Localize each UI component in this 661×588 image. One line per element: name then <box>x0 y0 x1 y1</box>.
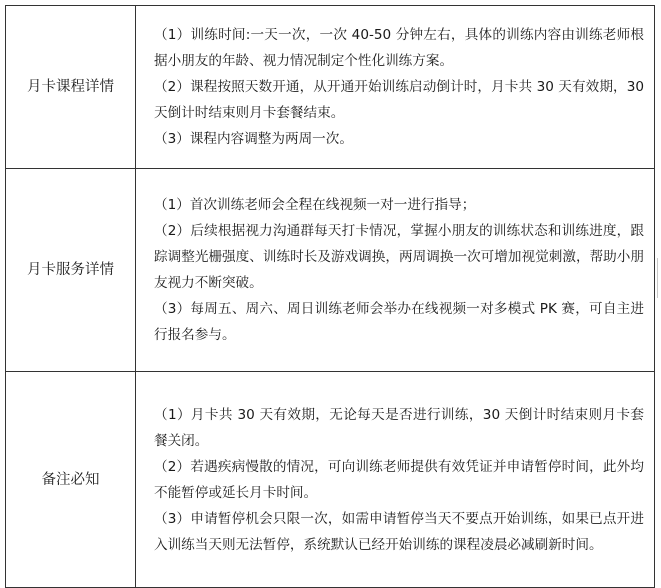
row-label-course-details: 月卡课程详情 <box>6 6 136 169</box>
table-row-notes <box>6 372 655 588</box>
monthly-card-info-table <box>5 5 655 588</box>
service-item-3: （3）每周五、周六、周日训练老师会举办在线视频一对多模式 PK 赛，可自主进行报名参与。 <box>154 301 644 343</box>
service-item-2: （2）后续根据视力沟通群每天打卡情况，掌握小朋友的训练状态和训练进度，跟踪调整光栅强度、训练时长及游戏调换，两周调换一次可增加视觉刺激，帮助小朋友视力不断突破。 <box>154 223 644 291</box>
course-item-3: （3）课程内容调整为两周一次。 <box>154 131 353 147</box>
note-item-1: （1）月卡共 30 天有效期，无论每天是否进行训练，30 天倒计时结束则月卡套餐关闭。 <box>154 406 644 449</box>
page-edge-mark <box>657 258 661 298</box>
note-item-3: （3）申请暂停机会只限一次，如需申请暂停当天不要点开始训练，如果已点开进入训练当天则无法暂停，系统默认已经开始训练的课程凌晨必减刷新时间。 <box>154 510 644 553</box>
row-content-notes <box>136 372 655 588</box>
service-item-1: （1）首次训练老师会全程在线视频一对一进行指导； <box>154 197 476 213</box>
row-content-course-details <box>136 6 655 169</box>
row-label-notes: 备注必知 <box>6 372 136 588</box>
note-item-2: （2）若遇疾病慢散的情况，可向训练老师提供有效凭证并申请暂停时间，此外均不能暂停或延长月卡时间。 <box>154 458 644 501</box>
row-label-service-details: 月卡服务详情 <box>6 169 136 372</box>
course-item-1: （1）训练时间:一天一次，一次 40-50 分钟左右，具体的训练内容由训练老师根据小朋友的年龄、视力情况制定个性化训练方案。 <box>154 27 644 69</box>
course-item-2: （2）课程按照天数开通，从开通开始训练启动倒计时，月卡共 30 天有效期，30 天倒计时结束则月卡套餐结束。 <box>154 79 644 121</box>
table-row-service-details <box>6 169 655 372</box>
table-row-course-details <box>6 6 655 169</box>
row-content-service-details <box>136 169 655 372</box>
